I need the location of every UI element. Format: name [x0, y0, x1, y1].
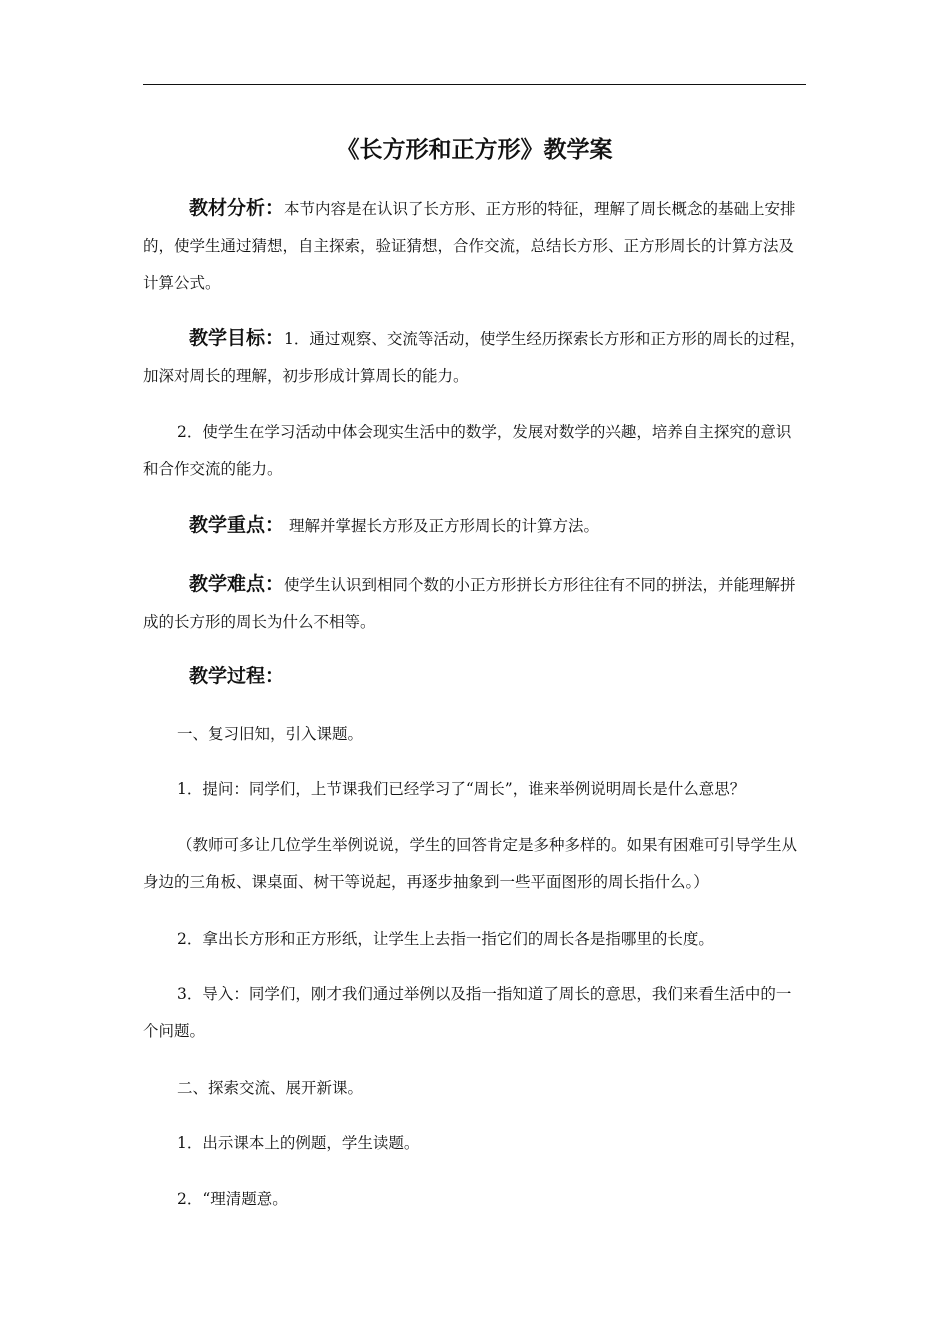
- key-points-label: 教学重点：: [189, 514, 285, 536]
- document-title: 《长方形和正方形》教学案: [336, 137, 613, 163]
- objectives-item2: 2．使学生在学习活动中体会现实生活中的数学，发展对数学的兴趣，培养自主探究的意识和合作交流的能力。: [143, 423, 792, 478]
- step2-paragraph: 2．拿出长方形和正方形纸，让学生上去指一指它们的周长各是指哪里的长度。: [177, 930, 714, 948]
- material-analysis-text: 本节内容是在认识了长方形、正方形的特征，理解了周长概念的基础上安排的，使学生通过猜想，自主探索，验证猜想，合作交流，总结长方形、正方形周长的计算方法及计算公式。: [143, 200, 796, 292]
- section2-title: 二、探索交流、展开新课。: [177, 1079, 364, 1097]
- key-points-paragraph: [143, 507, 806, 545]
- difficulties-text: 使学生认识到相同个数的小正方形拼长方形往往有不同的拼法，并能理解拼成的长方形的周长为什么不相等。: [143, 576, 796, 631]
- difficulties-label: 教学难点：: [189, 573, 285, 595]
- step5-paragraph: 2．“理清题意。: [177, 1190, 288, 1208]
- objectives-paragraph: [143, 320, 806, 395]
- process-heading: [143, 658, 806, 696]
- process-label: 教学过程：: [189, 665, 285, 687]
- step3-paragraph: 3．导入：同学们，刚才我们通过举例以及指一指知道了周长的意思，我们来看生活中的一个问题。: [143, 985, 792, 1040]
- section1-title: 一、复习旧知，引入课题。: [177, 725, 364, 743]
- objectives-label: 教学目标：: [189, 327, 285, 349]
- step4-paragraph: 1．出示课本上的例题，学生读题。: [177, 1134, 420, 1152]
- objectives-item1: 1．通过观察、交流等活动，使学生经历探索长方形和正方形的周长的过程，加深对周长的理解，初步形成计算周长的能力。: [143, 330, 806, 385]
- material-analysis-paragraph: [143, 190, 806, 302]
- header-rule: [143, 84, 806, 85]
- teacher-note-paragraph: （教师可多让几位学生举例说说，学生的回答肯定是多种多样的。如果有困难可引导学生从身边的三角板、课桌面、树干等说起，再逐步抽象到一些平面图形的周长指什么。）: [143, 836, 798, 891]
- key-points-text: 理解并掌握长方形及正方形周长的计算方法。: [284, 517, 599, 535]
- objectives-item2-paragraph: [143, 414, 806, 488]
- step1-paragraph: 1．提问：同学们，上节课我们已经学习了“周长”，谁来举例说明周长是什么意思？: [177, 780, 746, 798]
- material-analysis-label: 教材分析：: [189, 197, 285, 219]
- difficulties-paragraph: [143, 566, 806, 641]
